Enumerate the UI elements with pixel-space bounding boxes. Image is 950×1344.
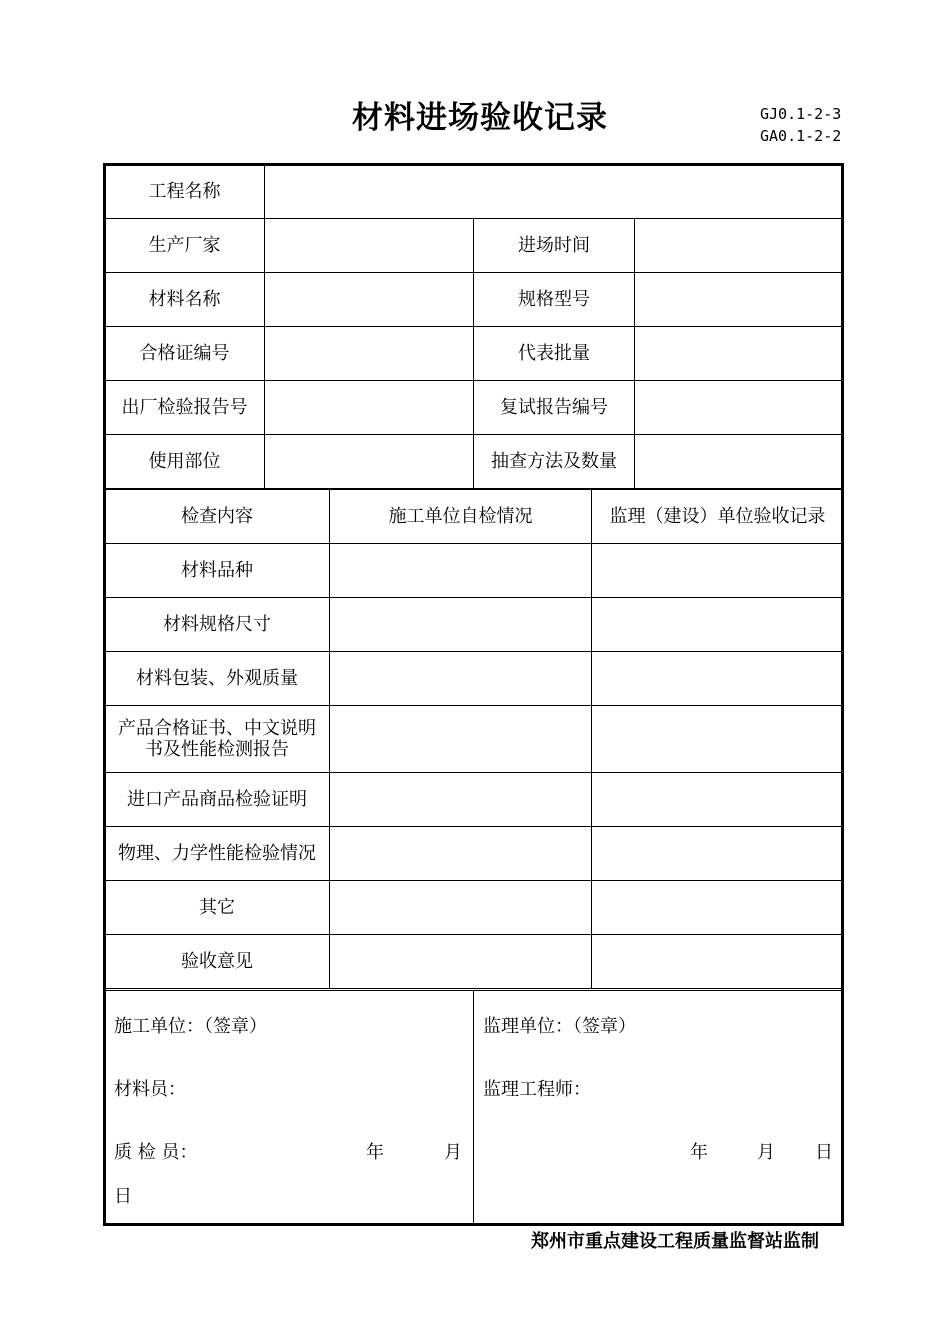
signature-divider <box>473 991 474 1225</box>
certificate-no-field[interactable] <box>265 327 474 381</box>
construction-unit-signature[interactable]: 施工单位：（签章） <box>114 1016 267 1037</box>
supervision-unit-signature[interactable]: 监理单位：（签章） <box>483 1016 636 1037</box>
supervision-field[interactable] <box>592 881 844 935</box>
inspection-row-label: 进口产品商品检验证明 <box>105 773 330 827</box>
material-name-field[interactable] <box>265 273 474 327</box>
inspection-header-content: 检查内容 <box>105 490 330 544</box>
material-name-label: 材料名称 <box>105 273 265 327</box>
signature-section <box>104 990 843 1225</box>
self-check-field[interactable] <box>330 935 592 989</box>
inspection-header-supervision: 监理（建设）单位验收记录 <box>592 490 844 544</box>
use-location-label: 使用部位 <box>105 435 265 489</box>
info-table <box>104 164 844 489</box>
supervision-field[interactable] <box>592 652 844 706</box>
form-code-ga: GA0.1-2-2 <box>760 127 842 145</box>
supervision-field[interactable] <box>592 773 844 827</box>
supervision-field[interactable] <box>592 935 844 989</box>
self-check-field[interactable] <box>330 827 592 881</box>
project-name-label: 工程名称 <box>105 165 265 219</box>
self-check-field[interactable] <box>330 881 592 935</box>
spec-model-field[interactable] <box>635 273 844 327</box>
inspection-header-self-check: 施工单位自检情况 <box>330 490 592 544</box>
sampling-label: 抽查方法及数量 <box>474 435 635 489</box>
right-date-year: 年 <box>690 1142 708 1163</box>
self-check-field[interactable] <box>330 544 592 598</box>
inspection-row-label: 产品合格证书、中文说明书及性能检测报告 <box>105 706 330 773</box>
inspection-row-label: 材料规格尺寸 <box>105 598 330 652</box>
supervision-field[interactable] <box>592 544 844 598</box>
sampling-field[interactable] <box>635 435 844 489</box>
supervision-field[interactable] <box>592 706 844 773</box>
right-date-day: 日 <box>815 1142 833 1163</box>
retest-report-label: 复试报告编号 <box>474 381 635 435</box>
inspection-row-label: 验收意见 <box>105 935 330 989</box>
form-code-gj: GJ0.1-2-3 <box>760 105 842 123</box>
manufacturer-label: 生产厂家 <box>105 219 265 273</box>
factory-report-field[interactable] <box>265 381 474 435</box>
project-name-field[interactable] <box>265 165 844 219</box>
manufacturer-field[interactable] <box>265 219 474 273</box>
use-location-field[interactable] <box>265 435 474 489</box>
entry-time-field[interactable] <box>635 219 844 273</box>
inspector-signature[interactable]: 质 检 员： <box>114 1142 198 1163</box>
supervision-engineer-signature[interactable]: 监理工程师： <box>483 1079 591 1100</box>
certificate-no-label: 合格证编号 <box>105 327 265 381</box>
inspection-row-label: 材料包装、外观质量 <box>105 652 330 706</box>
self-check-field[interactable] <box>330 706 592 773</box>
batch-qty-field[interactable] <box>635 327 844 381</box>
supervision-field[interactable] <box>592 827 844 881</box>
inspection-table <box>104 489 844 989</box>
left-date-day: 日 <box>114 1186 132 1207</box>
left-date-month: 月 <box>444 1142 462 1163</box>
left-date-year: 年 <box>366 1142 384 1163</box>
self-check-field[interactable] <box>330 652 592 706</box>
spec-model-label: 规格型号 <box>474 273 635 327</box>
material-staff-signature[interactable]: 材料员： <box>114 1079 186 1100</box>
factory-report-label: 出厂检验报告号 <box>105 381 265 435</box>
page-title: 材料进场验收记录 <box>352 100 608 136</box>
self-check-field[interactable] <box>330 598 592 652</box>
retest-report-field[interactable] <box>635 381 844 435</box>
inspection-row-label: 材料品种 <box>105 544 330 598</box>
issuer-footer: 郑州市重点建设工程质量监督站监制 <box>531 1231 819 1252</box>
inspection-row-label: 其它 <box>105 881 330 935</box>
self-check-field[interactable] <box>330 773 592 827</box>
inspection-row-label: 物理、力学性能检验情况 <box>105 827 330 881</box>
batch-qty-label: 代表批量 <box>474 327 635 381</box>
right-date-month: 月 <box>757 1142 775 1163</box>
supervision-field[interactable] <box>592 598 844 652</box>
entry-time-label: 进场时间 <box>474 219 635 273</box>
